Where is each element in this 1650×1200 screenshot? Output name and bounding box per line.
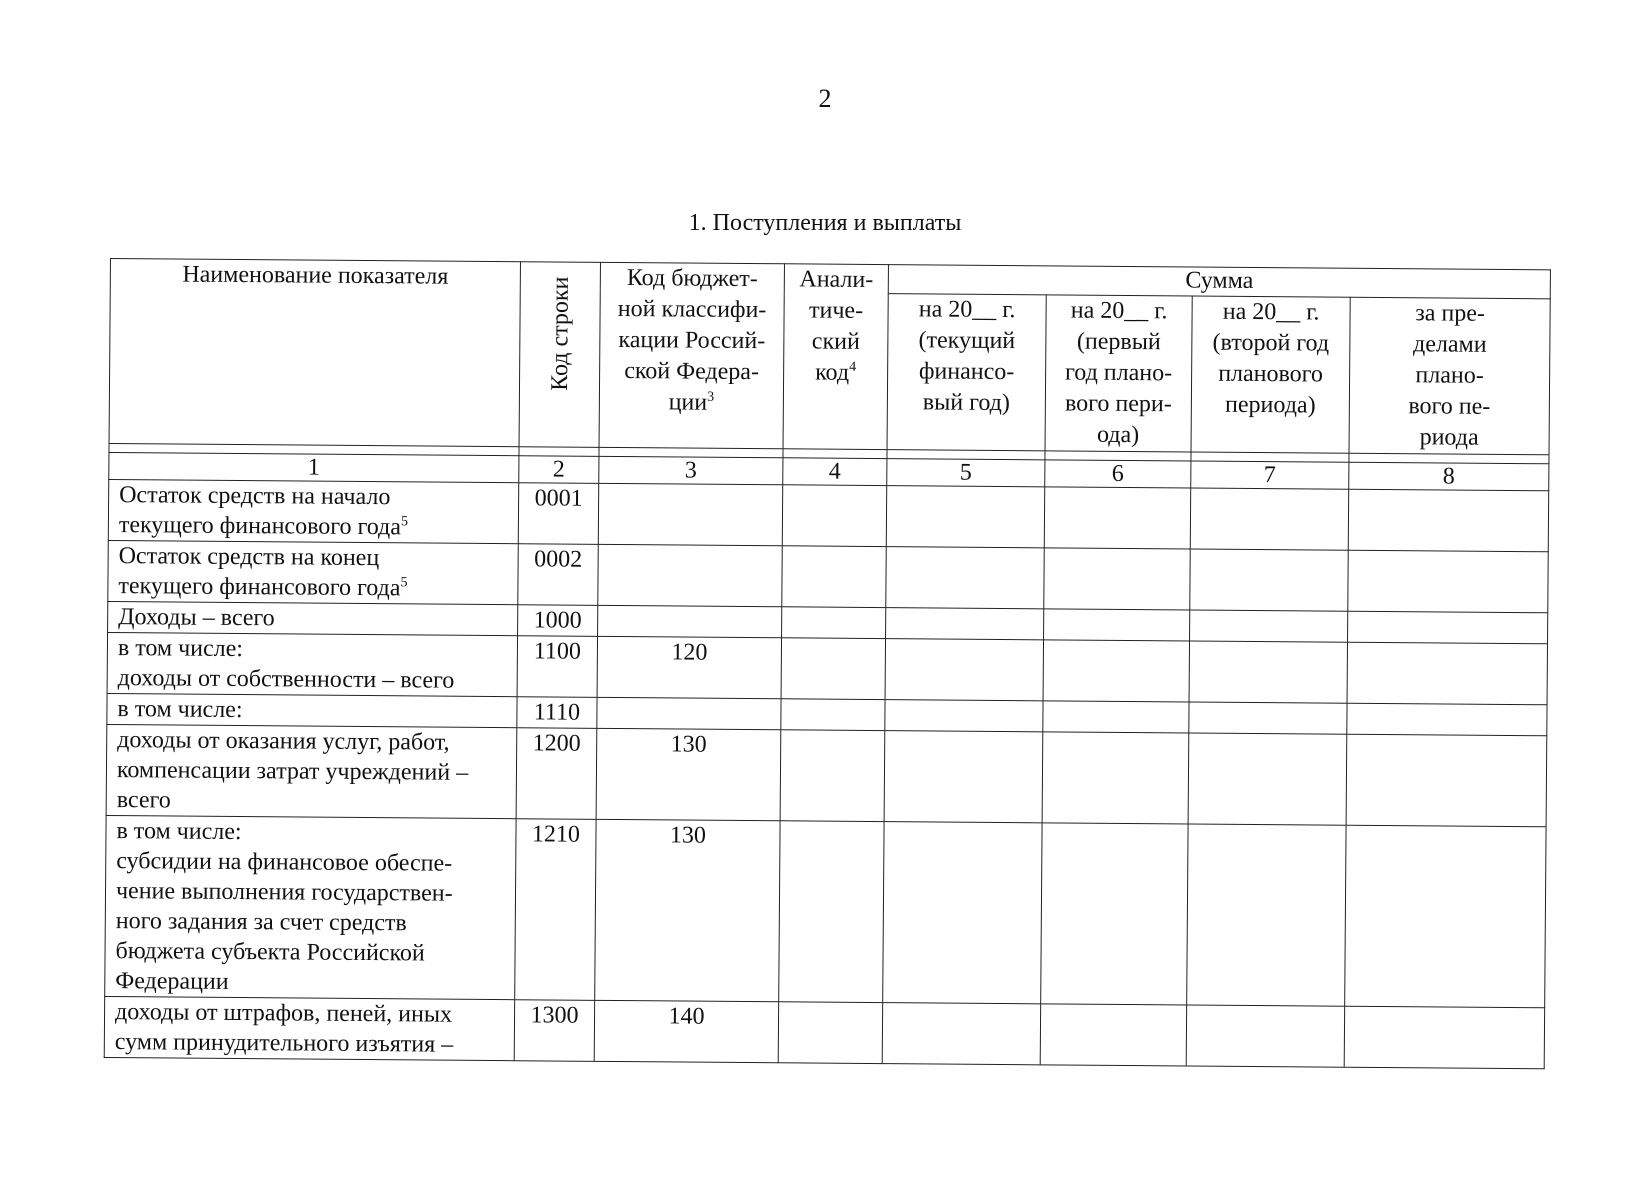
header-second-plan-year: на 20__ г. (второй год планового периода): [1191, 296, 1350, 453]
footnote-mark: 3: [707, 389, 715, 405]
footnote-mark: 4: [849, 359, 857, 375]
row-code-cell: 1210: [515, 819, 596, 1001]
analytic-code-cell: [781, 699, 885, 731]
table-row: [106, 724, 1547, 826]
analytic-code-cell: [782, 546, 886, 608]
indicator-name-cell: доходы от оказания услуг, работ, компенсации затрат учреждений – всего: [106, 724, 517, 818]
sum-second-plan-year-cell: [1189, 702, 1347, 734]
header-indicator-name-text: Наименование показателя: [182, 261, 449, 290]
kbk-cell: [597, 697, 781, 729]
sum-first-plan-year-cell: [1044, 487, 1190, 549]
row-code-cell: 1110: [517, 697, 597, 729]
table-body: [104, 443, 1549, 1068]
kbk-cell: 130: [595, 819, 780, 1001]
sum-second-plan-year-cell: [1186, 1005, 1344, 1067]
section-title: 1. Поступления и выплаты: [688, 210, 962, 236]
column-number: 1: [109, 452, 519, 482]
sum-second-plan-year-cell: [1187, 824, 1346, 1006]
sum-beyond-plan-cell: [1348, 550, 1549, 613]
header-analytic-text: Анали- тиче- ский код: [799, 266, 874, 386]
header-analytic-code: [783, 264, 888, 450]
header-current-year: на 20__ г. (текущий финансо- вый год): [887, 294, 1046, 451]
table-row: [108, 540, 1548, 612]
indicator-name-cell: в том числе:: [107, 693, 517, 727]
footnote-mark: 5: [400, 514, 409, 530]
sum-second-plan-year-cell: [1190, 488, 1348, 550]
sum-current-year-cell: [885, 700, 1043, 732]
sum-beyond-plan-cell: [1346, 734, 1547, 827]
kbk-cell: 130: [596, 728, 781, 820]
header-row-code: [519, 262, 600, 448]
sum-current-year-cell: [886, 608, 1044, 640]
indicator-name: Остаток средств на конец текущего финансового года: [118, 543, 401, 602]
kbk-cell: [598, 483, 782, 545]
column-number: 4: [783, 458, 887, 486]
sum-first-plan-year-cell: [1042, 732, 1189, 824]
analytic-code-cell: [780, 730, 885, 822]
sum-current-year-cell: [882, 1003, 1040, 1065]
sum-current-year-cell: [884, 731, 1043, 823]
sum-second-plan-year-cell: [1188, 733, 1347, 825]
analytic-code-cell: [782, 485, 886, 547]
sum-beyond-plan-cell: [1347, 703, 1547, 736]
sum-second-plan-year-cell: [1189, 641, 1347, 703]
sum-beyond-plan-cell: [1348, 611, 1548, 644]
receipts-payments-table: [104, 258, 1551, 1069]
indicator-name-cell: доходы от штрафов, пеней, иных сумм принудительного изъятия –: [104, 996, 514, 1060]
kbk-cell: 120: [597, 636, 781, 698]
table-row: [104, 996, 1544, 1068]
header-first-plan-year: на 20__ г. (первый год плано- вого пери- ода): [1045, 295, 1192, 452]
indicator-name-cell: [108, 540, 518, 604]
indicator-name: Остаток средств на начало текущего финансового года: [118, 482, 402, 541]
kbk-cell: [598, 605, 782, 637]
page-number: 2: [818, 84, 832, 113]
sum-current-year-cell: [883, 822, 1042, 1004]
row-code-cell: 1200: [516, 728, 597, 820]
sum-first-plan-year-cell: [1040, 1004, 1186, 1066]
sum-beyond-plan-cell: [1348, 489, 1549, 552]
table-row: [107, 632, 1547, 704]
analytic-code-cell: [781, 638, 885, 700]
row-code-cell: 0001: [518, 483, 598, 545]
table-header: [109, 259, 1550, 455]
indicator-name-cell: Доходы – всего: [108, 601, 518, 635]
analytic-code-cell: [779, 821, 884, 1003]
sum-first-plan-year-cell: [1041, 823, 1188, 1005]
sum-beyond-plan-cell: [1344, 1006, 1545, 1069]
analytic-code-cell: [778, 1002, 882, 1064]
row-code-cell: 0002: [518, 544, 598, 606]
header-budget-classification-code: [599, 262, 784, 448]
sum-current-year-cell: [886, 547, 1044, 609]
row-code-cell: 1000: [518, 605, 598, 637]
indicator-name-cell: в том числе: субсидии на финансовое обеспе- чение выполнения государствен- ного задания за счет средств бюджета субъекта Российской Федерации: [105, 815, 516, 999]
column-number: 7: [1191, 461, 1349, 489]
row-code-cell: 1100: [517, 636, 597, 698]
sum-current-year-cell: [886, 486, 1044, 548]
sum-first-plan-year-cell: [1044, 609, 1190, 641]
header-beyond-plan-period: за пре- делами плано- вого пе- риода: [1349, 297, 1550, 455]
column-number: 6: [1045, 460, 1191, 488]
sum-beyond-plan-cell: [1347, 642, 1548, 705]
sum-second-plan-year-cell: [1190, 610, 1348, 642]
indicator-name-cell: [108, 479, 518, 543]
table-row: [108, 479, 1548, 551]
header-row-code-text: Код строки: [546, 276, 574, 391]
header-sum-group: Сумма: [888, 265, 1550, 299]
sum-first-plan-year-cell: [1044, 548, 1190, 610]
table-row: [105, 815, 1546, 1007]
sum-current-year-cell: [885, 639, 1043, 701]
kbk-cell: [598, 544, 782, 606]
footnote-mark: 5: [400, 575, 408, 591]
table-wrapper: [104, 258, 1550, 1069]
kbk-cell: 140: [594, 1000, 778, 1062]
sum-first-plan-year-cell: [1043, 640, 1189, 702]
column-number: 5: [887, 459, 1045, 487]
sum-first-plan-year-cell: [1043, 701, 1189, 733]
sum-beyond-plan-cell: [1345, 825, 1546, 1008]
header-indicator-name: [109, 259, 520, 447]
column-number: 3: [599, 456, 783, 484]
column-number: 8: [1349, 462, 1549, 491]
analytic-code-cell: [782, 607, 886, 639]
header-kbk-text: Код бюджет- ной классифи- кации Россий- ской Федера- ции: [617, 265, 767, 416]
indicator-name-cell: в том числе: доходы от собственности – всего: [107, 632, 517, 696]
sum-second-plan-year-cell: [1190, 549, 1348, 611]
row-code-cell: 1300: [514, 1000, 594, 1062]
column-number: 2: [519, 456, 599, 484]
